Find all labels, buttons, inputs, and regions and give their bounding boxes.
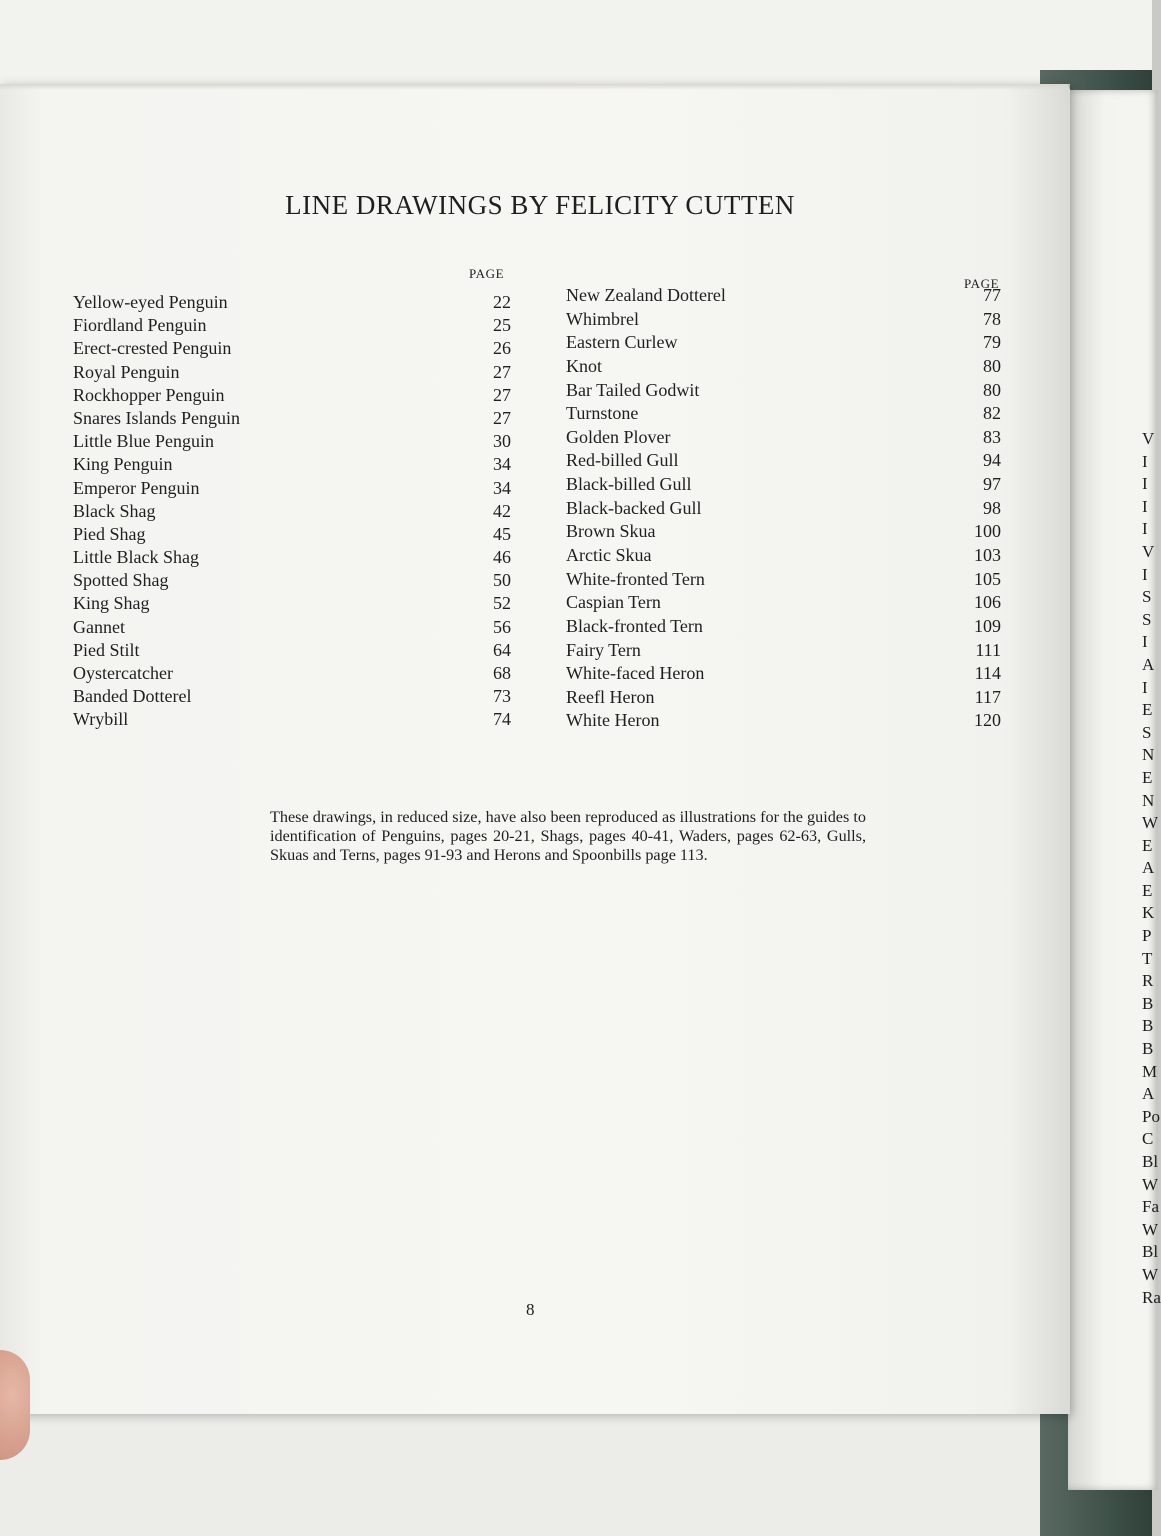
- index-entry: [566, 710, 1001, 733]
- entry-page-number: 103: [974, 545, 1001, 565]
- index-entry: [73, 315, 511, 338]
- facing-page-letter: B: [1142, 1039, 1154, 1059]
- entry-page-number: 22: [493, 292, 511, 312]
- index-entry: [73, 617, 511, 640]
- entry-page-number: 120: [974, 710, 1001, 731]
- entry-name: Spotted Shag: [73, 570, 169, 591]
- entry-name: King Shag: [73, 593, 150, 614]
- index-entry: [566, 616, 1001, 639]
- entry-page-number: 74: [493, 709, 511, 730]
- index-entry: [566, 403, 1001, 426]
- index-entry: [566, 332, 1001, 355]
- entry-name: Erect-crested Penguin: [73, 338, 232, 359]
- facing-page-letter: I: [1142, 519, 1148, 539]
- index-entry: [566, 427, 1001, 450]
- facing-page-letter: B: [1142, 1016, 1154, 1036]
- index-entry: [566, 545, 1001, 568]
- entry-name: Little Blue Penguin: [73, 431, 214, 452]
- index-entry: [566, 569, 1001, 592]
- facing-page-letter: I: [1142, 632, 1148, 652]
- index-entry: [566, 521, 1001, 544]
- facing-page-letter: E: [1142, 880, 1153, 900]
- entry-page-number: 56: [493, 616, 511, 637]
- index-entry: [566, 687, 1001, 710]
- index-entry: [73, 292, 511, 315]
- entry-name: White-faced Heron: [566, 663, 705, 684]
- entry-page-number: 26: [493, 338, 511, 359]
- index-entry: [73, 686, 511, 709]
- entry-page-number: 97: [983, 474, 1001, 495]
- facing-page-letter: Ra: [1142, 1287, 1161, 1307]
- entry-name: Gannet: [73, 616, 125, 637]
- facing-page-letter: W: [1142, 1219, 1159, 1239]
- index-entry: [566, 450, 1001, 473]
- index-entry: [73, 408, 511, 431]
- facing-page-letter: W: [1142, 813, 1159, 833]
- entry-name: Fairy Tern: [566, 639, 641, 660]
- entry-page-number: 52: [493, 593, 511, 614]
- entry-name: Emperor Penguin: [73, 477, 200, 498]
- facing-page-text: [1142, 428, 1161, 1309]
- index-entry: [73, 478, 511, 501]
- entry-name: Oystercatcher: [73, 663, 173, 683]
- book-page: [0, 84, 1070, 1414]
- entry-name: Whimbrel: [566, 308, 639, 329]
- entry-name: White-fronted Tern: [566, 568, 705, 589]
- entry-page-number: 27: [493, 361, 511, 382]
- right-page-column-header: PAGE: [964, 276, 1000, 291]
- entry-name: Knot: [566, 355, 602, 376]
- entry-name: Snares Islands Penguin: [73, 407, 240, 428]
- entry-name: Black-backed Gull: [566, 497, 702, 518]
- facing-page-letter: V: [1142, 541, 1155, 561]
- entry-name: Black-billed Gull: [566, 474, 692, 495]
- entry-name: White Heron: [566, 710, 660, 731]
- entry-name: Black Shag: [73, 500, 156, 521]
- entry-name: Reefl Heron: [566, 686, 655, 707]
- entry-page-number: 109: [974, 615, 1001, 636]
- facing-page-letter: V: [1142, 429, 1155, 448]
- entry-name: Rockhopper Penguin: [73, 384, 225, 405]
- entry-name: Red-billed Gull: [566, 450, 679, 471]
- note-paragraph: These drawings, in reduced size, have also been reproduced as illustrations for the guides to identification of Penguins, pages 20-21, Shags, pages 40-41, Waders, pages 62-63, Gulls, Skuas and Terns, pages 91-93 and Herons and Spoonbills page 113.: [270, 808, 866, 864]
- entry-page-number: 106: [974, 592, 1001, 613]
- entry-name: Yellow-eyed Penguin: [73, 292, 228, 312]
- facing-page-letter: E: [1142, 767, 1153, 787]
- entry-name: Golden Plover: [566, 426, 671, 447]
- index-entry: [566, 380, 1001, 403]
- facing-page-letter: A: [1142, 1084, 1155, 1104]
- facing-page-letter: I: [1142, 451, 1148, 471]
- entry-page-number: 25: [493, 315, 511, 336]
- entry-page-number: 83: [983, 426, 1001, 447]
- entry-page-number: 42: [493, 500, 511, 521]
- entry-name: Pied Shag: [73, 523, 146, 544]
- facing-page-letter: K: [1142, 903, 1155, 923]
- facing-page-letter: S: [1142, 722, 1152, 742]
- right-index-column: [566, 285, 1001, 731]
- entry-page-number: 82: [983, 403, 1001, 424]
- facing-page-letter: S: [1142, 587, 1152, 607]
- facing-page-letter: Bl: [1142, 1242, 1159, 1262]
- entry-page-number: 27: [493, 384, 511, 405]
- index-entry: [73, 593, 511, 616]
- entry-page-number: 27: [493, 407, 511, 428]
- entry-page-number: 34: [493, 454, 511, 475]
- index-entry: [566, 498, 1001, 521]
- entry-name: Turnstone: [566, 403, 639, 424]
- index-entry: [73, 385, 511, 408]
- left-page-column-header: PAGE: [469, 266, 505, 281]
- entry-page-number: 64: [493, 639, 511, 660]
- facing-page-letter: N: [1142, 745, 1155, 765]
- index-entry: [566, 285, 1001, 308]
- entry-page-number: 68: [493, 663, 511, 683]
- entry-page-number: 45: [493, 523, 511, 544]
- entry-page-number: 30: [493, 431, 511, 452]
- entry-page-number: 114: [974, 663, 1001, 684]
- entry-page-number: 94: [983, 450, 1001, 471]
- page-title: LINE DRAWINGS BY FELICITY CUTTEN: [285, 190, 795, 220]
- entry-name: Eastern Curlew: [566, 332, 678, 353]
- entry-name: Brown Skua: [566, 521, 656, 542]
- entry-page-number: 78: [983, 308, 1001, 329]
- facing-page-letter: E: [1142, 835, 1153, 855]
- entry-page-number: 105: [974, 568, 1001, 589]
- entry-name: Bar Tailed Godwit: [566, 379, 700, 400]
- facing-page-letter: B: [1142, 993, 1154, 1013]
- entry-name: King Penguin: [73, 454, 173, 475]
- facing-page-letter: P: [1142, 926, 1152, 946]
- index-entry: [73, 547, 511, 570]
- entry-page-number: 77: [983, 285, 1001, 305]
- index-entry: [566, 356, 1001, 379]
- index-entry: [566, 309, 1001, 332]
- entry-name: Royal Penguin: [73, 361, 180, 382]
- entry-page-number: 80: [983, 355, 1001, 376]
- facing-page-letter: I: [1142, 496, 1148, 516]
- entry-page-number: 79: [983, 332, 1001, 353]
- entry-name: New Zealand Dotterel: [566, 285, 726, 305]
- index-entry: [73, 570, 511, 593]
- facing-page-letter: W: [1142, 1174, 1159, 1194]
- facing-page-letter: Bl: [1142, 1152, 1159, 1171]
- entry-page-number: 34: [493, 477, 511, 498]
- entry-page-number: 111: [975, 639, 1001, 660]
- entry-name: Black-fronted Tern: [566, 615, 703, 636]
- index-entry: [73, 362, 511, 385]
- page-number: 8: [526, 1300, 535, 1319]
- entry-name: Wrybill: [73, 709, 129, 730]
- entry-name: Arctic Skua: [566, 545, 652, 565]
- entry-page-number: 117: [974, 686, 1001, 707]
- entry-name: Little Black Shag: [73, 547, 199, 568]
- entry-page-number: 50: [493, 570, 511, 591]
- facing-page-letter: Fa: [1142, 1197, 1159, 1217]
- index-entry: [73, 640, 511, 663]
- index-entry: [73, 501, 511, 524]
- index-entry: [73, 709, 511, 732]
- entry-page-number: 98: [983, 497, 1001, 518]
- entry-name: Pied Stilt: [73, 639, 140, 660]
- facing-page-letter: T: [1142, 948, 1153, 968]
- facing-page-letter: S: [1142, 609, 1152, 629]
- entry-name: Banded Dotterel: [73, 686, 192, 707]
- facing-page-letter: I: [1142, 564, 1148, 584]
- index-entry: [73, 338, 511, 361]
- facing-page-letter: N: [1142, 790, 1155, 810]
- entry-page-number: 73: [493, 686, 511, 707]
- facing-page-letter: C: [1142, 1129, 1154, 1149]
- index-entry: [566, 640, 1001, 663]
- page-top-edge: [0, 84, 1070, 90]
- index-entry: [566, 663, 1001, 686]
- thumb: [0, 1350, 30, 1460]
- facing-page-letter: A: [1142, 858, 1155, 878]
- entry-name: Caspian Tern: [566, 592, 661, 613]
- facing-page-letter: E: [1142, 700, 1153, 720]
- facing-page-letter: Po: [1142, 1106, 1160, 1126]
- facing-page-letter: M: [1142, 1061, 1158, 1081]
- entry-name: Fiordland Penguin: [73, 315, 207, 336]
- facing-page-letter: I: [1142, 474, 1148, 494]
- facing-page-letter: R: [1142, 971, 1154, 991]
- index-entry: [73, 663, 511, 686]
- index-entry: [566, 592, 1001, 615]
- index-entry: [73, 431, 511, 454]
- entry-page-number: 46: [493, 547, 511, 568]
- index-entry: [73, 454, 511, 477]
- facing-page-letter: I: [1142, 677, 1148, 697]
- index-entry: [566, 474, 1001, 497]
- entry-page-number: 80: [983, 379, 1001, 400]
- index-entry: [73, 524, 511, 547]
- facing-page-letter: W: [1142, 1264, 1159, 1284]
- facing-page-letter: A: [1142, 654, 1155, 674]
- entry-page-number: 100: [974, 521, 1001, 542]
- left-index-column: [73, 292, 511, 733]
